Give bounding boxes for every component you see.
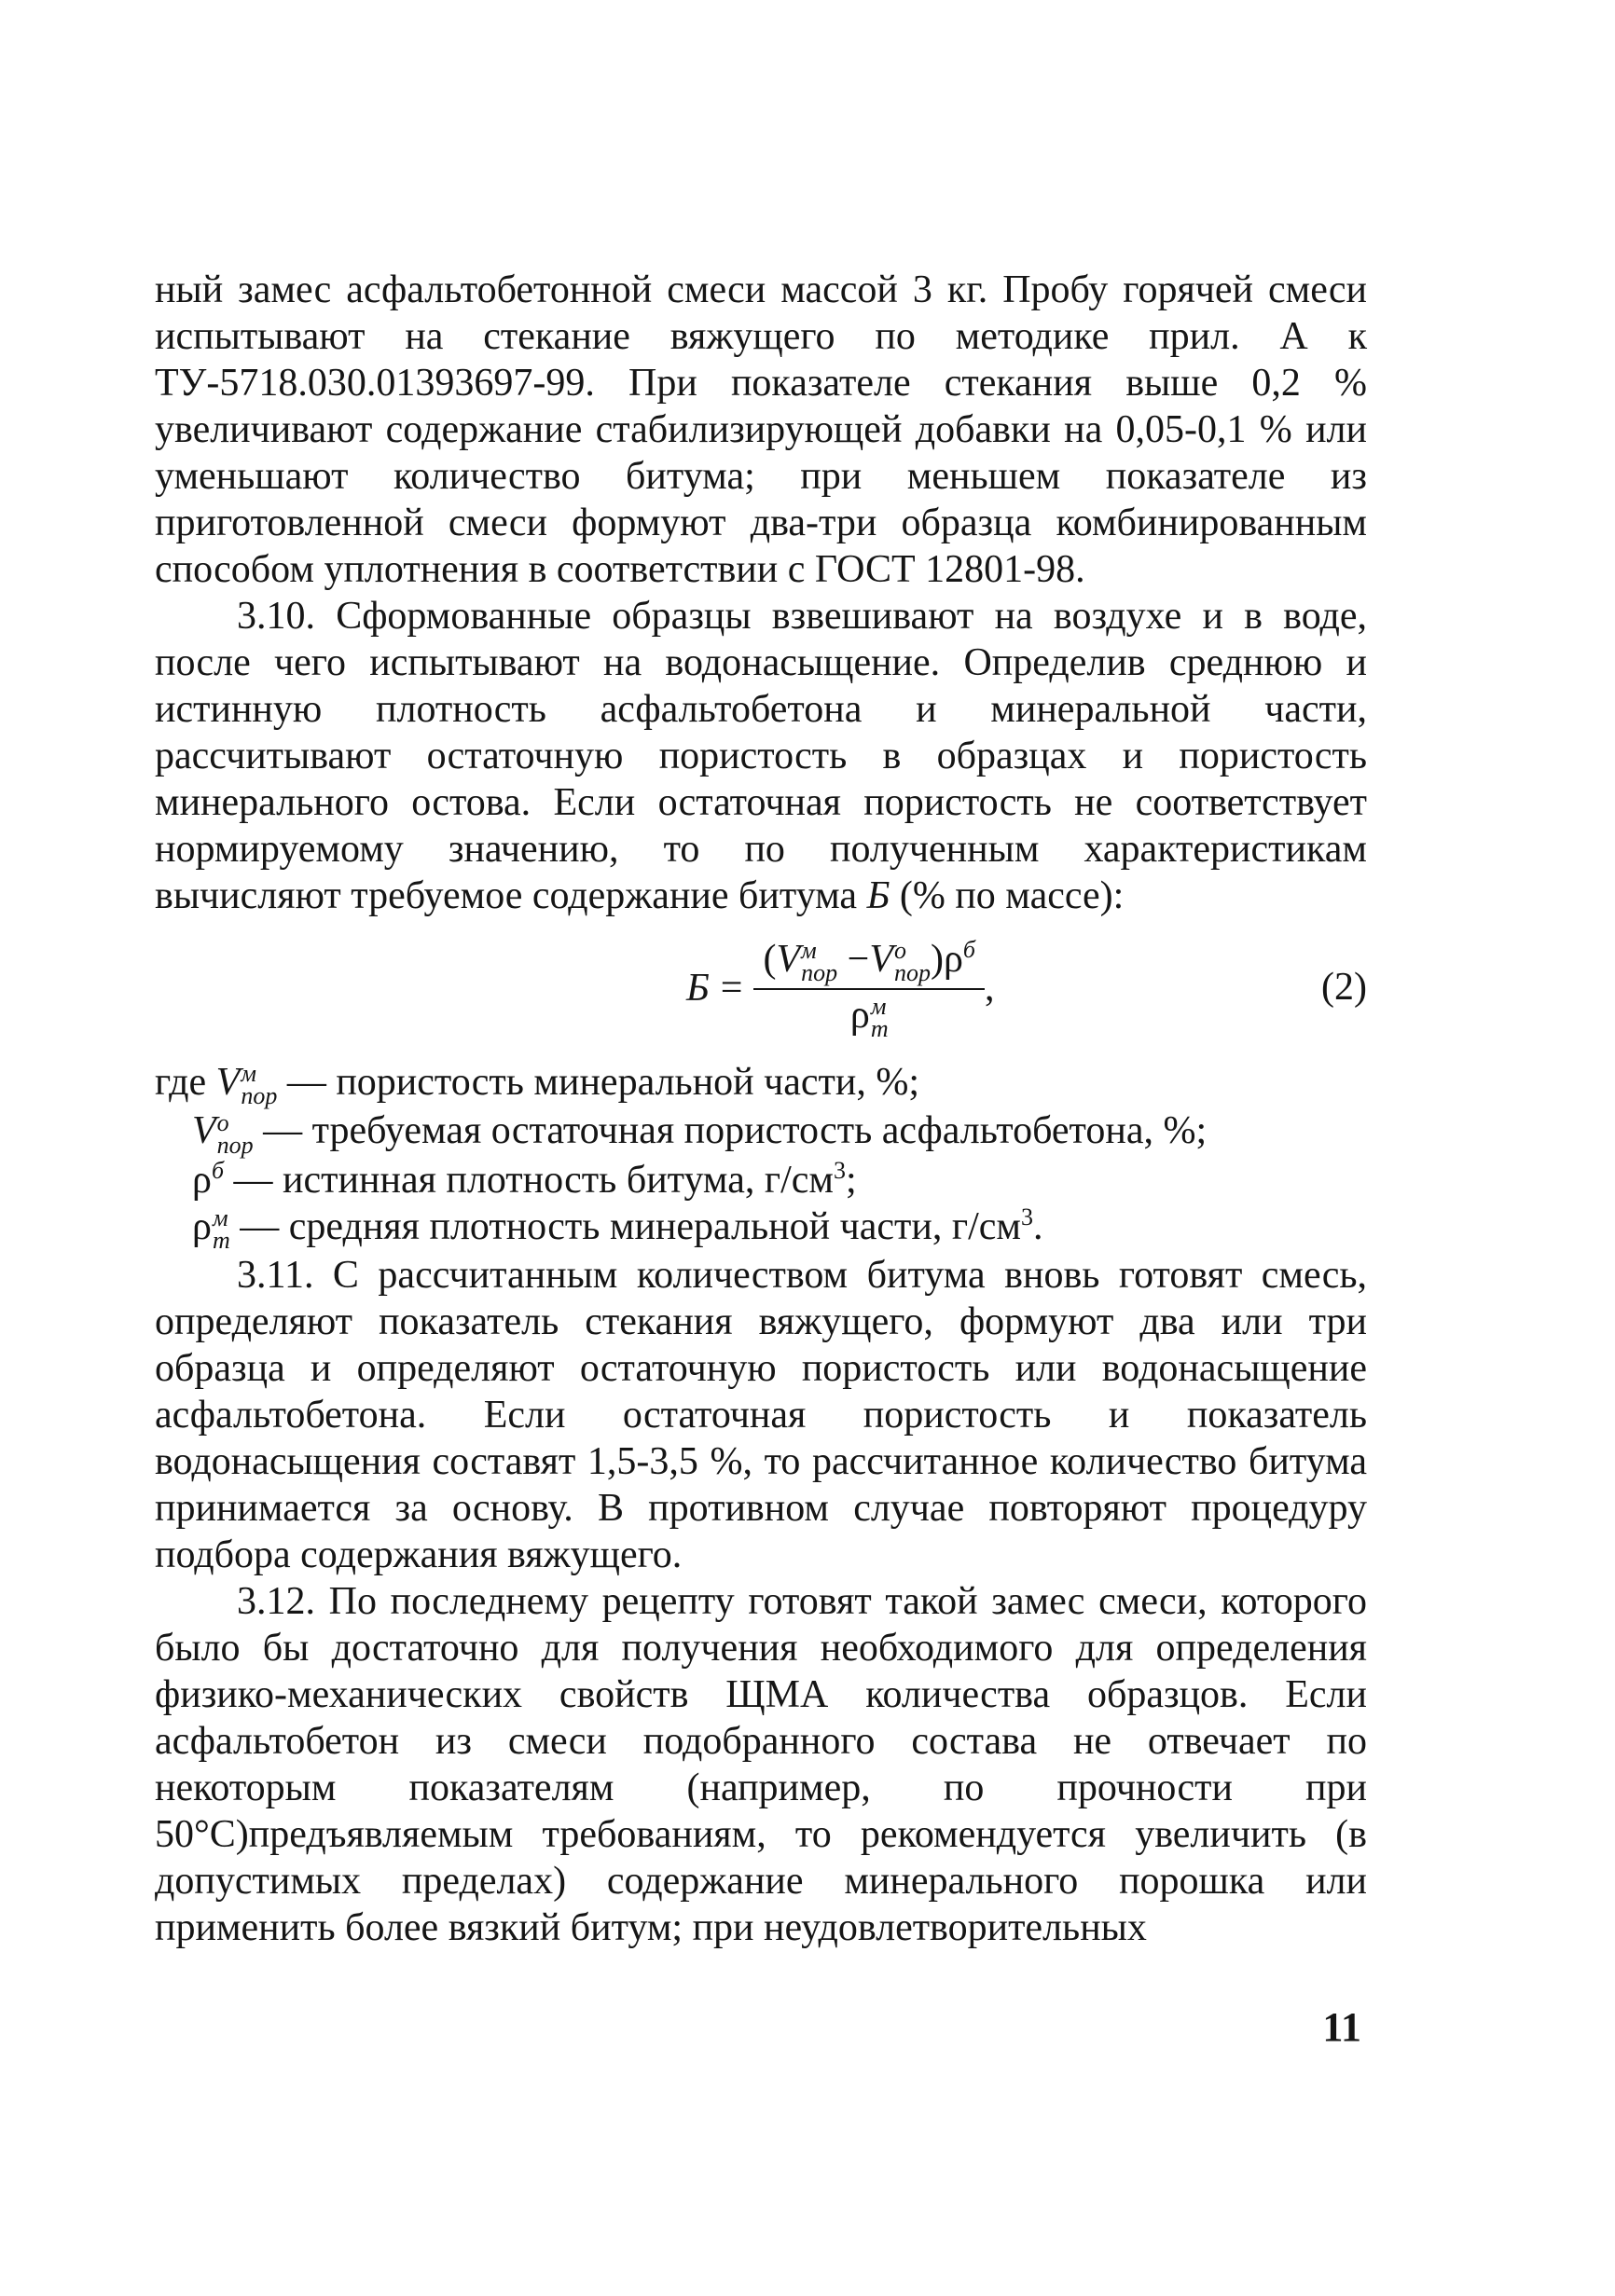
sup-m: м (870, 993, 887, 1021)
def-symbol: V (215, 1061, 241, 1104)
paragraph-continuation: ный замес асфальтобетонной смеси массой 3 кг. Пробу горячей смеси испытывают на стекание вяжущего по методике прил. А к ТУ-5718.030.01393697-99. При показателе стекания выше 0,2 % увеличивают содержание стабилизирующей добавки на 0,05-0,1 % или уменьшают количество битума; при меньшем показателе из приготовленной смеси формуют два-три образца комбинированным способом уплотнения в соответствии с ГОСТ 12801-98. (155, 268, 1367, 591)
def-text: — требуемая остаточная пористость асфальтобетона, %; (253, 1109, 1208, 1153)
paragraph-3-10 (155, 593, 1367, 919)
page-number: 11 (1322, 2004, 1361, 2050)
porosity-symbol: V (776, 937, 801, 981)
where-word: где (155, 1061, 207, 1104)
def-end: ; (845, 1158, 857, 1202)
unit-exponent: 3 (1020, 1203, 1033, 1230)
def-symbol: ρ (192, 1204, 212, 1248)
def-sub: пор (216, 1131, 254, 1159)
sup-b: б (962, 935, 975, 963)
porosity-indices (801, 937, 838, 986)
def-sup: м (241, 1060, 256, 1088)
def-sub: m (212, 1227, 230, 1255)
def-symbol: V (192, 1109, 216, 1153)
def-indices (216, 1108, 254, 1159)
formula-comma: , (985, 967, 995, 1010)
definition-item (155, 1157, 1367, 1203)
open-paren: ( (763, 937, 777, 981)
sub-por: пор (801, 959, 838, 986)
formula-equals: = (720, 967, 743, 1010)
porosity-symbol: V (869, 937, 893, 981)
def-sup: о (216, 1108, 229, 1136)
formula-numerator (753, 936, 985, 990)
formula-lhs: Б (686, 967, 710, 1010)
paragraph-3-10-tail: (% по массе): (899, 874, 1125, 917)
definition-item (155, 1203, 1367, 1255)
close-paren-rho: )ρ (930, 937, 963, 981)
def-indices (212, 1204, 230, 1255)
formula-denominator (849, 990, 889, 1043)
def-symbol: ρ (192, 1158, 212, 1202)
porosity-indices (893, 937, 931, 986)
def-sub: пор (241, 1082, 278, 1110)
def-end: . (1032, 1204, 1043, 1248)
equation-number: (2) (1321, 966, 1367, 1009)
formula-fraction (753, 936, 985, 1041)
def-sup: м (212, 1204, 228, 1232)
formula-2 (686, 923, 995, 1053)
density-symbol: ρ (849, 994, 870, 1037)
unit-exponent: 3 (833, 1156, 846, 1184)
body-text (155, 267, 1367, 1951)
def-text: — средняя плотность минеральной части, г/см (229, 1204, 1021, 1248)
definitions-list (155, 1059, 1367, 1255)
paragraph-3-12: 3.12. По последнему рецепту готовят такой замес смеси, которого было бы достаточно для получения необходимого для определения физико-механических свойств ЩМА количества образцов. Если асфальтобетон из смеси подобранного состава не отвечает по некоторым показателям (например, по прочности при 50°С)предъявляемым требованиям, то рекомендуется увеличить (в допустимых пределах) содержание минерального порошка или применить более вязкий битум; при неудовлетворительных (155, 1580, 1367, 1950)
sub-por: пор (893, 959, 931, 986)
sup-o: о (893, 937, 906, 964)
def-text: — пористость минеральной части, %; (277, 1061, 920, 1104)
def-text: — истинная плотность битума, г/см (224, 1158, 834, 1202)
def-indices (241, 1060, 278, 1110)
definition-item (155, 1107, 1367, 1159)
formula-row (155, 919, 1367, 1059)
definition-item (155, 1059, 1367, 1110)
minus-sign: − (837, 937, 870, 981)
paragraph-3-11: 3.11. С рассчитанным количеством битума вновь готовят смесь, определяют показатель стекания вяжущего, формуют два или три образца и определяют остаточную пористость или водонасыщение асфальтобетона. Если остаточная пористость и показатель водонасыщения составят 1,5-3,5 %, то рассчитанное количество битума принимается за основу. В противном случае повторяют процедуру подбора содержания вяжущего. (155, 1254, 1367, 1577)
bitumen-symbol: Б (866, 874, 890, 917)
paragraph-3-10-text: 3.10. Сформованные образцы взвешивают на воздухе и в воде, после чего испытывают на водонасыщение. Определив среднюю и истинную плотность асфальтобетона и минеральной части, рассчитывают остаточную пористость в образцах и пористость минерального остова. Если остаточная пористость не соответствует нормируемому значению, то по полученным характеристикам вычисляют требуемое содержание битума (155, 595, 1367, 917)
density-indices (870, 993, 889, 1043)
sup-m: м (801, 937, 817, 964)
sub-m: m (870, 1015, 889, 1043)
def-sup: б (211, 1156, 225, 1184)
